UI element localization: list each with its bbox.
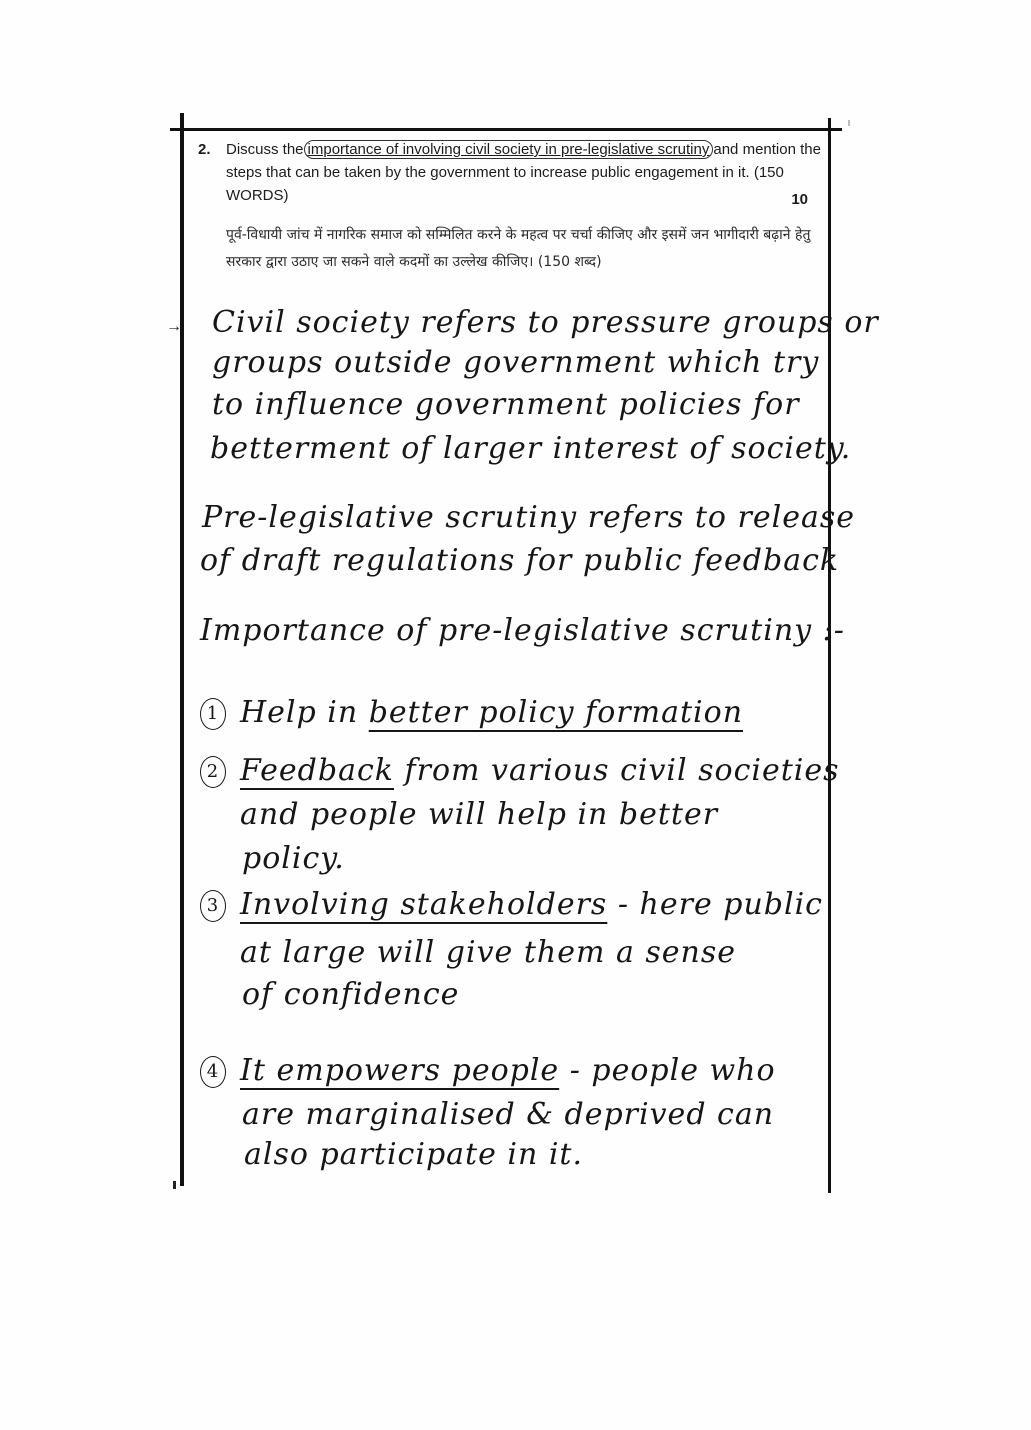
intro-line: groups outside government which try (212, 345, 820, 380)
definition-line: of draft regulations for public feedback (200, 543, 840, 578)
point-number: 1 (200, 698, 226, 730)
point-continuation: and people will help in better (240, 797, 719, 832)
point-rest: - people who (559, 1053, 776, 1088)
intro-line: Civil society refers to pressure groups or (212, 305, 879, 340)
definition-line: Pre-legislative scrutiny refers to release (202, 500, 856, 535)
question-text (226, 138, 828, 207)
point-item (200, 753, 840, 788)
point-number: 4 (200, 1056, 226, 1088)
point-continuation: policy. (242, 841, 345, 876)
point-continuation: also participate in it. (244, 1137, 584, 1172)
point-rest: from various civil societies (393, 753, 840, 788)
margin-arrow-icon: → (166, 318, 182, 335)
point-underlined-text: It empowers people (240, 1053, 560, 1088)
point-prefix: Help in (240, 695, 369, 730)
importance-heading: Importance of pre-legislative scrutiny :- (200, 613, 845, 648)
frame-top-rule (170, 128, 842, 131)
point-underlined-text: Involving stakeholders (240, 887, 608, 922)
point-continuation: at large will give them a sense (240, 935, 736, 970)
point-underlined-text: Feedback (240, 753, 394, 788)
question-marks: 10 (791, 191, 808, 208)
intro-line: to influence government policies for (212, 387, 800, 422)
question-hindi: पूर्व-विधायी जांच में नागरिक समाज को सम्मिलित करने के महत्व पर चर्चा कीजिए और इसमें जन भागीदारी बढ़ाने हेतु सरकार द्वारा उठाए जा सकने वाले कदमों का उल्लेख कीजिए। (150 शब्द) (226, 227, 811, 270)
frame-right-rule (828, 118, 831, 1193)
point-number: 3 (200, 890, 226, 922)
point-item (200, 887, 823, 922)
point-item (200, 695, 743, 730)
point-continuation: of confidence (242, 977, 460, 1012)
frame-left-rule (180, 113, 184, 1186)
point-underlined-text: better policy formation (368, 695, 744, 730)
question-circled-phrase: importance of involving civil society in pre-legislative scrutiny (304, 140, 714, 159)
intro-line: betterment of larger interest of society. (210, 431, 852, 466)
question-text-before: Discuss the (226, 141, 304, 158)
point-rest: - here public (607, 887, 823, 922)
frame-left-tick (173, 1181, 176, 1189)
question-block (198, 138, 828, 207)
question-text-after: and mention the steps that can be taken by the government to increase public engagement in it. (150 WORDS) (226, 141, 821, 204)
point-continuation: are marginalised & deprived can (242, 1097, 775, 1132)
point-number: 2 (200, 756, 226, 788)
question-number: 2. (198, 141, 211, 158)
corner-mark (848, 120, 850, 126)
point-item (200, 1053, 776, 1088)
